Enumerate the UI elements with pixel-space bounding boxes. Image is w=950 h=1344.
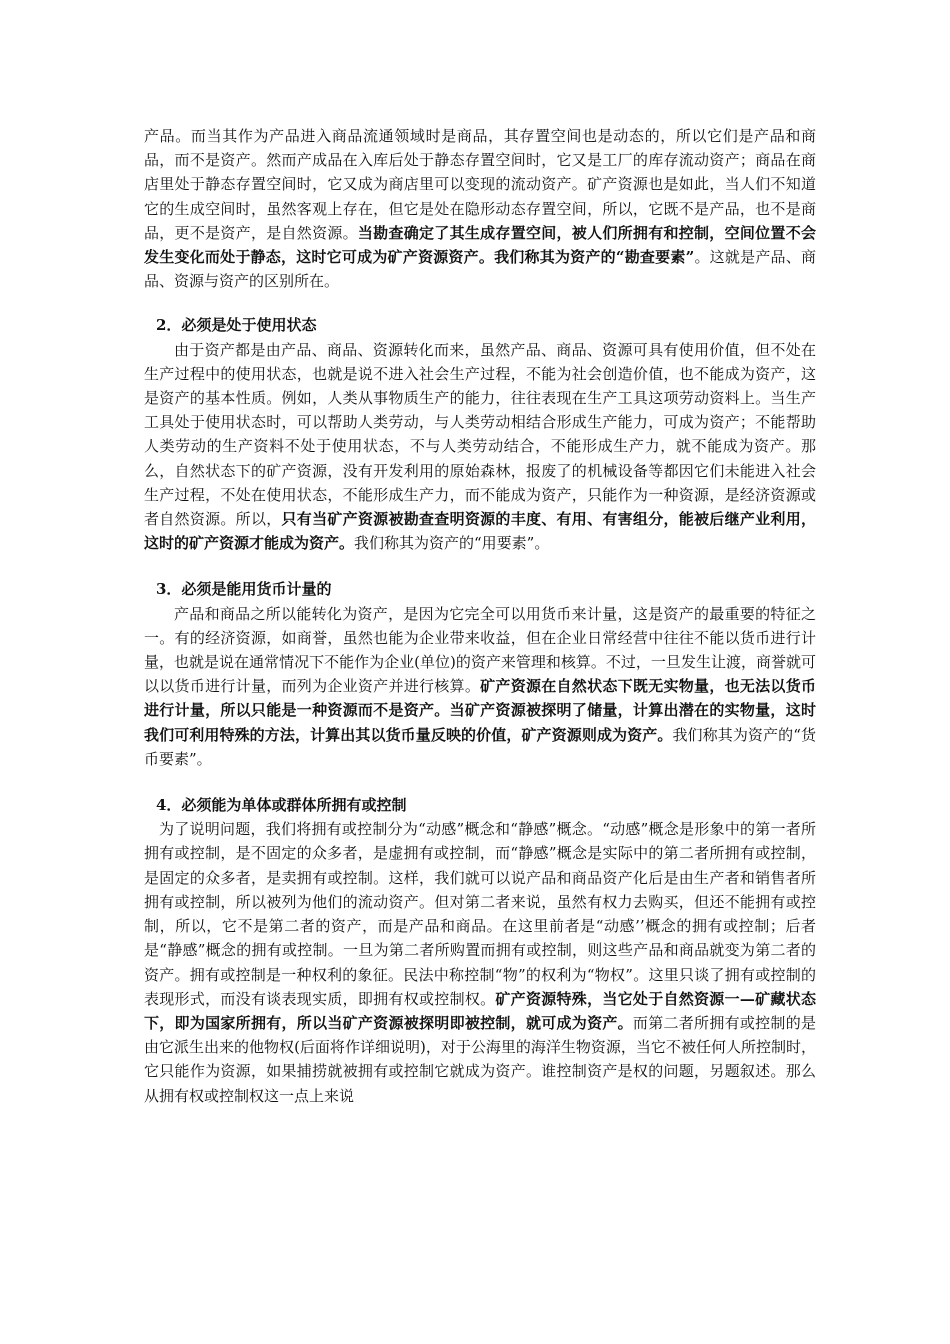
section-heading-monetary-measure: 3．必须是能用货币计量的 [156, 580, 332, 599]
paragraph-text: 为了说明问题，我们将拥有或控制分为“动感”概念和“静感”概念。“动感”概念是形象中的第一者所拥有或控制，是不固定的众多者，是虚拥有或控制，而“静感”概念是实际中的第二者所拥有或控制，是固定的众多者，是卖拥有或控制。这样，我们就可以说产品和商品资产化后是由生产者和销售者所拥有或控制，所以被列为他们的流动资产。但对第二者来说，虽然有权力去购买，但还不能拥有或控制，所以，它不是第二者的资产，而是产品和商品。在这里前者是“动感’’概念的拥有或控制；后者是“静感”概念的拥有或控制。一旦为第二者所购置而拥有或控制，则这些产品和商品就变为第二者的资产。拥有或控制是一种权利的象征。民法中称控制“物”的权利为“物权”。这里只谈了拥有或控制的表现形式，而没有谈表现实质，即拥有权或控制权。 [144, 820, 816, 1008]
section-heading-usage-state: 2．必须是处于使用状态 [156, 316, 317, 335]
paragraph-text: 产品。而当其作为产品进入商品流通领域时是商品，其存置空间也是动态的，所以它们是产品和商品，而不是资产。然而产成品在入库后处于静态存置空间时，它又是工厂的库存流动资产；商品在商店里处于静态存置空间时，它又成为商店里可以变现的流动资产。矿产资源也是如此，当人们不知道它的生成空间时，虽然客观上存在，但它是处在隐形动态存置空间，所以，它既不是产品，也不是商品，更不是资产，是自然资源。 [144, 127, 816, 242]
paragraph-text: 而第二者所拥有或控制的是由它派生出来的他物权(后面将作详细说明)，对于公海里的海洋生物资源，当它不被任何人所控制时，它只能作为资源，如果捕捞就被拥有或控制它就成为资产。谁控制资产是权的问题，另题叙述。那么从拥有权或控制权这一点上来说 [144, 1013, 816, 1105]
paragraph-text: 我们称其为资产的“用要素”。 [354, 534, 550, 553]
paragraph-ownership-control [144, 817, 816, 1107]
bold-emphasis-text: 矿产资源特殊，当它处于自然资源一—矿藏状态下，即为国家所拥有，所以当矿产资源被探明即被控制，就可成为资产。 [144, 989, 816, 1032]
paragraph-text: 。这就是产品、商品、资源与资产的区别所在。 [144, 248, 816, 291]
paragraph-asset-distinction [144, 124, 816, 293]
bold-emphasis-text: 矿产资源在自然状态下既无实物量，也无法以货币进行计量，所以只能是一种资源而不是资产。当矿产资源被探明了储量，计算出潜在的实物量，这时我们可利用特殊的方法，计算出其以货币量反映的价值，矿产资源则成为资产。 [144, 677, 816, 744]
paragraph-monetary-measure [144, 602, 816, 771]
paragraph-text: 产品和商品之所以能转化为资产，是因为它完全可以用货币来计量，这是资产的最重要的特征之一。有的经济资源，如商誉，虽然也能为企业带来收益，但在企业日常经营中往往不能以货币进行计量，也就是说在通常情况下不能作为企业(单位)的资产来管理和核算。不过，一旦发生让渡，商誉就可以以货币进行计量，而列为企业资产并进行核算。 [144, 604, 816, 696]
document-body [144, 124, 816, 1108]
bold-emphasis-text: 只有当矿产资源被勘查查明资源的丰度、有用、有害组分，能被后继产业利用，这时的矿产资源才能成为资产。 [144, 510, 816, 553]
paragraph-text: 我们称其为资产的“货币要素”。 [144, 725, 816, 768]
bold-emphasis-text: 当勘查确定了其生成存置空间，被人们所拥有和控制，空间位置不会发生变化而处于静态，这时它可成为矿产资源资产。我们称其为资产的“勘查要素” [144, 223, 816, 267]
paragraph-usage-state [144, 338, 816, 556]
section-heading-ownership-control: 4．必须能为单体或群体所拥有或控制 [156, 796, 407, 815]
paragraph-text: 由于资产都是由产品、商品、资源转化而来，虽然产品、商品、资源可具有使用价值，但不处在生产过程中的使用状态，也就是说不进入社会生产过程，不能为社会创造价值，也不能成为资产，这是资产的基本性质。例如，人类从事物质生产的能力，往往表现在生产工具这项劳动资料上。当生产工具处于使用状态时，可以帮助人类劳动，与人类劳动相结合形成生产能力，可成为资产；不能帮助人类劳动的生产资料不处于使用状态，不与人类劳动结合，不能形成生产力，就不能成为资产。那么，自然状态下的矿产资源，没有开发利用的原始森林，报废了的机械设备等都因它们未能进入社会生产过程，不处在使用状态，不能形成生产力，而不能成为资产，只能作为一种资源，是经济资源或者自然资源。所以， [144, 340, 816, 529]
